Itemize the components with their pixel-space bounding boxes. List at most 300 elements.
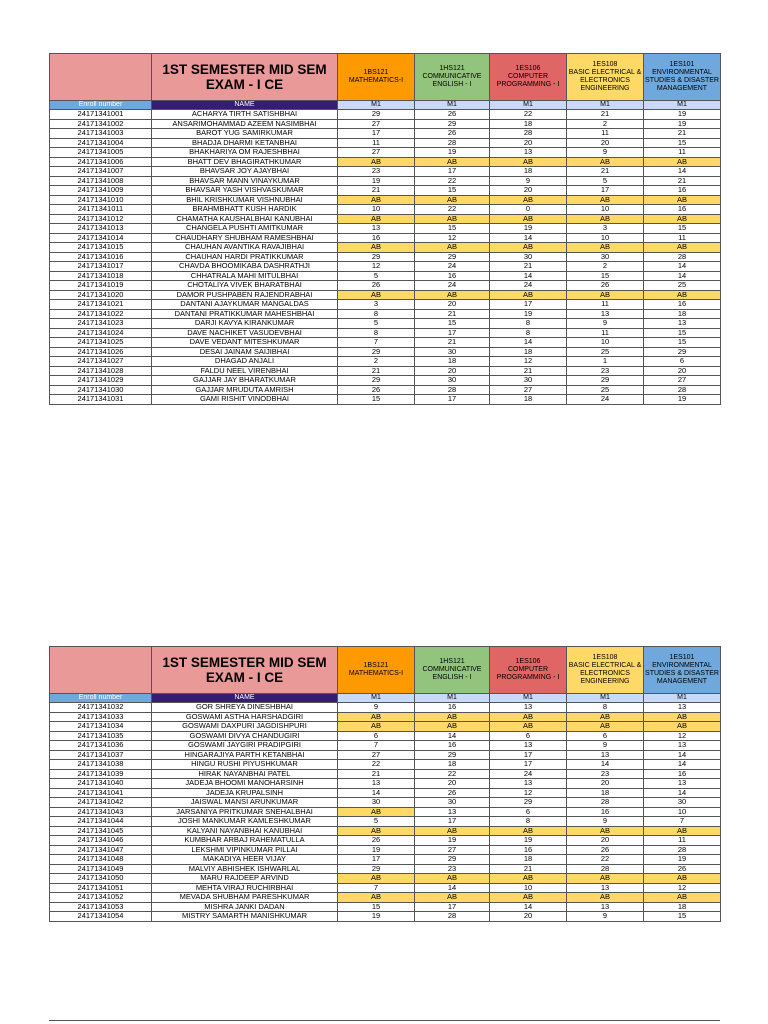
mark-cell: 19 (490, 224, 567, 234)
mark-cell: 30 (567, 252, 644, 262)
enroll-number-cell: 24171341014 (50, 233, 152, 243)
mark-cell: 29 (338, 252, 415, 262)
mark-cell: 19 (644, 110, 721, 120)
mark-cell: 13 (490, 741, 567, 751)
subject-header-environment (644, 647, 721, 694)
mark-cell: 15 (644, 138, 721, 148)
table-row (50, 243, 721, 253)
student-name-cell: MISHRA JANKI DADAN (152, 902, 338, 912)
mark-cell: 14 (567, 760, 644, 770)
student-name-cell: DANTANI PRATIKKUMAR MAHESHBHAI (152, 309, 338, 319)
mark-cell: 27 (644, 376, 721, 386)
subject-name: COMMUNICATIVE ENGLISH - I (422, 73, 482, 88)
mark-cell: 29 (338, 864, 415, 874)
enroll-number-cell: 24171341020 (50, 290, 152, 300)
mark-cell: 29 (338, 376, 415, 386)
student-name-cell: GOR SHREYA DINESHBHAI (152, 703, 338, 713)
enroll-number-cell: 24171341027 (50, 357, 152, 367)
mark-cell: AB (490, 722, 567, 732)
mark-cell: 26 (338, 836, 415, 846)
mark-cell: 11 (644, 836, 721, 846)
mark-cell: 29 (415, 750, 490, 760)
subject-name: COMMUNICATIVE ENGLISH - I (422, 666, 482, 681)
enroll-number-cell: 24171341032 (50, 703, 152, 713)
mark-cell: AB (644, 874, 721, 884)
table-row (50, 893, 721, 903)
student-name-cell: GAJJAR MRUDUTA AMRISH (152, 385, 338, 395)
table-row (50, 167, 721, 177)
mark-cell: 14 (415, 883, 490, 893)
marks-table (49, 53, 721, 405)
table-row (50, 807, 721, 817)
table-row (50, 328, 721, 338)
subject-code: 1ES101 (669, 61, 695, 68)
mark-cell: 19 (338, 176, 415, 186)
student-name-cell: CHAUDHARY SHUBHAM RAMESHBHAI (152, 233, 338, 243)
mark-cell: 19 (415, 148, 490, 158)
mark-cell: 23 (567, 769, 644, 779)
enroll-number-cell: 24171341046 (50, 836, 152, 846)
table-row (50, 912, 721, 922)
student-name-cell: GAMI RISHIT VINODBHAI (152, 395, 338, 405)
mark-cell: 1 (567, 357, 644, 367)
enroll-number-cell: 24171341037 (50, 750, 152, 760)
mark-cell: 17 (490, 750, 567, 760)
mark-cell: 8 (338, 309, 415, 319)
table-row (50, 186, 721, 196)
table-row (50, 319, 721, 329)
mark-cell: AB (338, 157, 415, 167)
mark-cell: 14 (490, 902, 567, 912)
mark-cell: 13 (644, 741, 721, 751)
table-row (50, 366, 721, 376)
mark-cell: 15 (415, 319, 490, 329)
mark-cell: 15 (415, 186, 490, 196)
mark-cell: 21 (490, 864, 567, 874)
student-name-cell: LEKSHMI VIPINKUMAR PILLAI (152, 845, 338, 855)
table-row (50, 281, 721, 291)
mark-cell: 8 (490, 328, 567, 338)
mark-cell: 13 (338, 224, 415, 234)
mark-cell: 16 (415, 741, 490, 751)
mark-cell: 29 (644, 347, 721, 357)
mark-cell: 18 (644, 309, 721, 319)
mark-cell: 17 (415, 902, 490, 912)
mark-cell: AB (644, 195, 721, 205)
mark-cell: AB (644, 893, 721, 903)
mark-cell: 26 (567, 281, 644, 291)
mark-cell: 26 (415, 788, 490, 798)
mark-cell: 14 (644, 262, 721, 272)
table-row (50, 760, 721, 770)
mark-cell: 13 (415, 807, 490, 817)
student-name-cell: MAKADIYA HEER VIJAY (152, 855, 338, 865)
student-name-cell: CHANGELA PUSHTI AMITKUMAR (152, 224, 338, 234)
mark-cell: 14 (644, 750, 721, 760)
enroll-number-cell: 24171341045 (50, 826, 152, 836)
mark-cell: 17 (415, 817, 490, 827)
mark-cell: 30 (490, 252, 567, 262)
table-row (50, 731, 721, 741)
mark-cell: 5 (338, 817, 415, 827)
mark-cell: AB (567, 290, 644, 300)
student-name-cell: JOSHI MANKUMAR KAMLESHKUMAR (152, 817, 338, 827)
enroll-number-cell: 24171341039 (50, 769, 152, 779)
subject-name: BASIC ELECTRICAL & ELECTRONICS ENGINEERING (568, 69, 642, 92)
mark-cell: 12 (490, 788, 567, 798)
mark-cell: AB (644, 290, 721, 300)
sheet-title: 1ST SEMESTER MID SEM EXAM - I CE (152, 647, 338, 694)
mark-cell: AB (415, 893, 490, 903)
mark-cell: 17 (490, 760, 567, 770)
table-row (50, 205, 721, 215)
mark-cell: AB (567, 214, 644, 224)
mark-cell: AB (338, 874, 415, 884)
mark-cell: 15 (644, 338, 721, 348)
enroll-number-cell: 24171341009 (50, 186, 152, 196)
mark-cell: 22 (338, 760, 415, 770)
student-name-cell: MEVADA SHUBHAM PARESHKUMAR (152, 893, 338, 903)
table-row (50, 262, 721, 272)
mark-cell: 20 (644, 366, 721, 376)
mark-cell: 22 (415, 769, 490, 779)
mark-cell: 10 (567, 205, 644, 215)
enroll-number-cell: 24171341001 (50, 110, 152, 120)
mark-cell: 6 (490, 731, 567, 741)
header-blank-cell (50, 54, 152, 101)
enroll-number-cell: 24171341050 (50, 874, 152, 884)
mark-cell: 6 (338, 731, 415, 741)
student-name-cell: CHAUHAN HARDI PRATIKKUMAR (152, 252, 338, 262)
enroll-column-header: Enroll number (50, 101, 152, 110)
subject-code: 1ES106 (515, 658, 541, 665)
student-name-cell: BHAVSAR MANN VINAYKUMAR (152, 176, 338, 186)
mark-cell: 6 (490, 807, 567, 817)
mark-cell: 14 (644, 760, 721, 770)
mark-cell: 17 (338, 129, 415, 139)
mark-cell: 2 (338, 357, 415, 367)
mark-cell: 26 (644, 864, 721, 874)
enroll-number-cell: 24171341004 (50, 138, 152, 148)
mark-cell: 16 (644, 769, 721, 779)
student-name-cell: JAISWAL MANSI ARUNKUMAR (152, 798, 338, 808)
subject-code: 1BS121 (363, 69, 389, 76)
cut-off-row (49, 1020, 720, 1024)
student-name-cell: JADEJA BHOOMI MANOHARSINH (152, 779, 338, 789)
table-row (50, 338, 721, 348)
table-row (50, 290, 721, 300)
student-name-cell: CHOTALIYA VIVEK BHARATBHAI (152, 281, 338, 291)
table-row (50, 864, 721, 874)
mark-cell: 3 (567, 224, 644, 234)
mark-cell: 18 (490, 119, 567, 129)
enroll-number-cell: 24171341026 (50, 347, 152, 357)
mark-cell: 21 (338, 366, 415, 376)
mark-cell: 21 (415, 309, 490, 319)
enroll-number-cell: 24171341015 (50, 243, 152, 253)
student-name-cell: KUMBHAR ARBAJ RAHEMATULLA (152, 836, 338, 846)
student-name-cell: BHADJA DHARMI KETANBHAI (152, 138, 338, 148)
mark-cell: 11 (567, 129, 644, 139)
mark-cell: 12 (415, 233, 490, 243)
enroll-number-cell: 24171341028 (50, 366, 152, 376)
mark-cell: AB (567, 874, 644, 884)
mark-cell: 18 (415, 760, 490, 770)
mark-cell: 26 (338, 385, 415, 395)
student-name-cell: BAROT YUG SAMIRKUMAR (152, 129, 338, 139)
mark-cell: 16 (490, 845, 567, 855)
enroll-number-cell: 24171341048 (50, 855, 152, 865)
table-body (50, 703, 721, 922)
student-name-cell: ACHARYA TIRTH SATISHBHAI (152, 110, 338, 120)
student-name-cell: CHHATRALA MAHI MITULBHAI (152, 271, 338, 281)
mark-cell: 25 (567, 347, 644, 357)
student-name-cell: CHAVDA BHOOMIKABA DASHRATHJI (152, 262, 338, 272)
mark-cell: 21 (644, 176, 721, 186)
mark-cell: 26 (338, 281, 415, 291)
table-row (50, 779, 721, 789)
mark-cell: 13 (567, 750, 644, 760)
mark-cell: 26 (567, 845, 644, 855)
m1-column-header: M1 (415, 694, 490, 703)
mark-cell: AB (567, 157, 644, 167)
mark-cell: AB (338, 712, 415, 722)
mark-cell: 28 (644, 845, 721, 855)
mark-cell: 13 (490, 148, 567, 158)
mark-cell: 16 (644, 186, 721, 196)
mark-cell: 14 (644, 167, 721, 177)
enroll-number-cell: 24171341007 (50, 167, 152, 177)
mark-cell: AB (490, 195, 567, 205)
table-row (50, 750, 721, 760)
enroll-number-cell: 24171341016 (50, 252, 152, 262)
mark-cell: AB (338, 195, 415, 205)
mark-cell: 8 (567, 703, 644, 713)
mark-cell: 18 (490, 395, 567, 405)
m1-column-header: M1 (490, 101, 567, 110)
mark-cell: AB (490, 826, 567, 836)
mark-cell: 16 (415, 271, 490, 281)
subject-header-environment (644, 54, 721, 101)
m1-column-header: M1 (490, 694, 567, 703)
subject-header-english (415, 54, 490, 101)
mark-cell: 13 (644, 703, 721, 713)
mark-cell: 19 (644, 119, 721, 129)
marks-sheet-1 (49, 53, 720, 405)
mark-cell: 9 (567, 319, 644, 329)
mark-cell: 12 (490, 357, 567, 367)
mark-cell: 30 (490, 376, 567, 386)
mark-cell: 27 (490, 385, 567, 395)
table-row (50, 300, 721, 310)
subject-code: 1ES108 (592, 61, 618, 68)
mark-cell: 2 (567, 119, 644, 129)
mark-cell: 21 (490, 262, 567, 272)
student-name-cell: KALYANI NAYANBHAI KANUBHAI (152, 826, 338, 836)
mark-cell: 28 (415, 912, 490, 922)
mark-cell: AB (415, 290, 490, 300)
enroll-number-cell: 24171341031 (50, 395, 152, 405)
enroll-number-cell: 24171341006 (50, 157, 152, 167)
mark-cell: 18 (490, 167, 567, 177)
mark-cell: 19 (415, 836, 490, 846)
mark-cell: AB (415, 722, 490, 732)
enroll-number-cell: 24171341018 (50, 271, 152, 281)
mark-cell: 13 (490, 779, 567, 789)
mark-cell: 15 (644, 912, 721, 922)
mark-cell: 22 (567, 855, 644, 865)
mark-cell: 29 (338, 347, 415, 357)
table-row (50, 845, 721, 855)
table-row (50, 712, 721, 722)
mark-cell: 23 (338, 167, 415, 177)
enroll-number-cell: 24171341012 (50, 214, 152, 224)
enroll-number-cell: 24171341041 (50, 788, 152, 798)
mark-cell: AB (338, 214, 415, 224)
enroll-number-cell: 24171341049 (50, 864, 152, 874)
mark-cell: AB (490, 712, 567, 722)
table-row (50, 385, 721, 395)
mark-cell: 9 (338, 703, 415, 713)
mark-cell: 29 (415, 119, 490, 129)
student-name-cell: BHIL KRISHKUMAR VISHNUBHAI (152, 195, 338, 205)
table-body (50, 110, 721, 405)
mark-cell: 21 (567, 167, 644, 177)
student-name-cell: DAVE NACHIKET VASUDEVBHAI (152, 328, 338, 338)
subject-name: ENVIRONMENTAL STUDIES & DISASTER MANAGEMENT (645, 69, 719, 92)
student-name-cell: CHAUHAN AVANTIKA RAVAJIBHAI (152, 243, 338, 253)
mark-cell: 25 (644, 281, 721, 291)
enroll-number-cell: 24171341029 (50, 376, 152, 386)
mark-cell: 8 (338, 328, 415, 338)
student-name-cell: GOSWAMI JAYGIRI PRADIPGIRI (152, 741, 338, 751)
mark-cell: 28 (415, 385, 490, 395)
mark-cell: AB (567, 893, 644, 903)
header-blank-cell (50, 647, 152, 694)
mark-cell: 18 (567, 788, 644, 798)
enroll-number-cell: 24171341005 (50, 148, 152, 158)
mark-cell: AB (644, 712, 721, 722)
mark-cell: AB (567, 826, 644, 836)
mark-cell: 10 (338, 205, 415, 215)
table-row (50, 769, 721, 779)
mark-cell: 12 (644, 883, 721, 893)
enroll-number-cell: 24171341038 (50, 760, 152, 770)
subject-header-programming (490, 54, 567, 101)
mark-cell: 16 (338, 233, 415, 243)
student-name-cell: DAMOR PUSHPABEN RAJENDRABHAI (152, 290, 338, 300)
table-row (50, 703, 721, 713)
mark-cell: 25 (567, 385, 644, 395)
mark-cell: AB (490, 893, 567, 903)
mark-cell: 14 (490, 271, 567, 281)
student-name-cell: MARU RAJDEEP ARVIND (152, 874, 338, 884)
student-name-cell: HINGARAJIYA PARTH KETANBHAI (152, 750, 338, 760)
mark-cell: 24 (490, 281, 567, 291)
mark-cell: 9 (567, 817, 644, 827)
student-name-cell: DESAI JAINAM SAIJIBHAI (152, 347, 338, 357)
mark-cell: 19 (644, 395, 721, 405)
table-row (50, 874, 721, 884)
mark-cell: 16 (644, 300, 721, 310)
mark-cell: 10 (567, 233, 644, 243)
mark-cell: AB (415, 195, 490, 205)
mark-cell: 12 (338, 262, 415, 272)
mark-cell: 27 (338, 148, 415, 158)
table-row (50, 788, 721, 798)
table-row (50, 252, 721, 262)
student-name-cell: FALDU NEEL VIRENBHAI (152, 366, 338, 376)
table-row (50, 271, 721, 281)
marks-sheet-2 (49, 646, 720, 922)
table-row (50, 902, 721, 912)
mark-cell: AB (644, 243, 721, 253)
mark-cell: 19 (338, 912, 415, 922)
mark-cell: 11 (338, 138, 415, 148)
mark-cell: AB (415, 243, 490, 253)
subject-name: ENVIRONMENTAL STUDIES & DISASTER MANAGEMENT (645, 662, 719, 685)
enroll-number-cell: 24171341008 (50, 176, 152, 186)
mark-cell: AB (415, 157, 490, 167)
table-row (50, 309, 721, 319)
mark-cell: 10 (567, 338, 644, 348)
mark-cell: 13 (490, 703, 567, 713)
subject-header-maths (338, 54, 415, 101)
mark-cell: 23 (567, 366, 644, 376)
mark-cell: 15 (644, 224, 721, 234)
mark-cell: 30 (415, 347, 490, 357)
table-row (50, 195, 721, 205)
subject-header-english (415, 647, 490, 694)
mark-cell: 11 (644, 148, 721, 158)
student-name-cell: DHAGAD ANJALI (152, 357, 338, 367)
subject-code: 1ES101 (669, 654, 695, 661)
mark-cell: 15 (415, 224, 490, 234)
mark-cell: AB (644, 722, 721, 732)
mark-cell: 20 (567, 779, 644, 789)
student-name-cell: DANTANI AJAYKUMAR MANGALDAS (152, 300, 338, 310)
mark-cell: AB (415, 874, 490, 884)
m1-column-header: M1 (567, 101, 644, 110)
enroll-number-cell: 24171341040 (50, 779, 152, 789)
mark-cell: AB (490, 243, 567, 253)
mark-cell: AB (567, 243, 644, 253)
mark-cell: 7 (338, 883, 415, 893)
mark-cell: 17 (415, 328, 490, 338)
mark-cell: 13 (338, 779, 415, 789)
mark-cell: 9 (567, 741, 644, 751)
enroll-number-cell: 24171341035 (50, 731, 152, 741)
enroll-number-cell: 24171341043 (50, 807, 152, 817)
marks-table (49, 646, 721, 922)
mark-cell: AB (415, 712, 490, 722)
mark-cell: 28 (644, 252, 721, 262)
table-row (50, 836, 721, 846)
mark-cell: 10 (644, 807, 721, 817)
table-row (50, 376, 721, 386)
m1-column-header: M1 (644, 101, 721, 110)
mark-cell: 28 (567, 798, 644, 808)
mark-cell: 17 (415, 395, 490, 405)
student-name-cell: ANSARIMOHAMMAD AZEEM NASIMBHAI (152, 119, 338, 129)
mark-cell: AB (338, 826, 415, 836)
table-row (50, 224, 721, 234)
mark-cell: 21 (415, 338, 490, 348)
mark-cell: 5 (338, 319, 415, 329)
mark-cell: 22 (490, 110, 567, 120)
mark-cell: 15 (338, 395, 415, 405)
mark-cell: 24 (567, 395, 644, 405)
